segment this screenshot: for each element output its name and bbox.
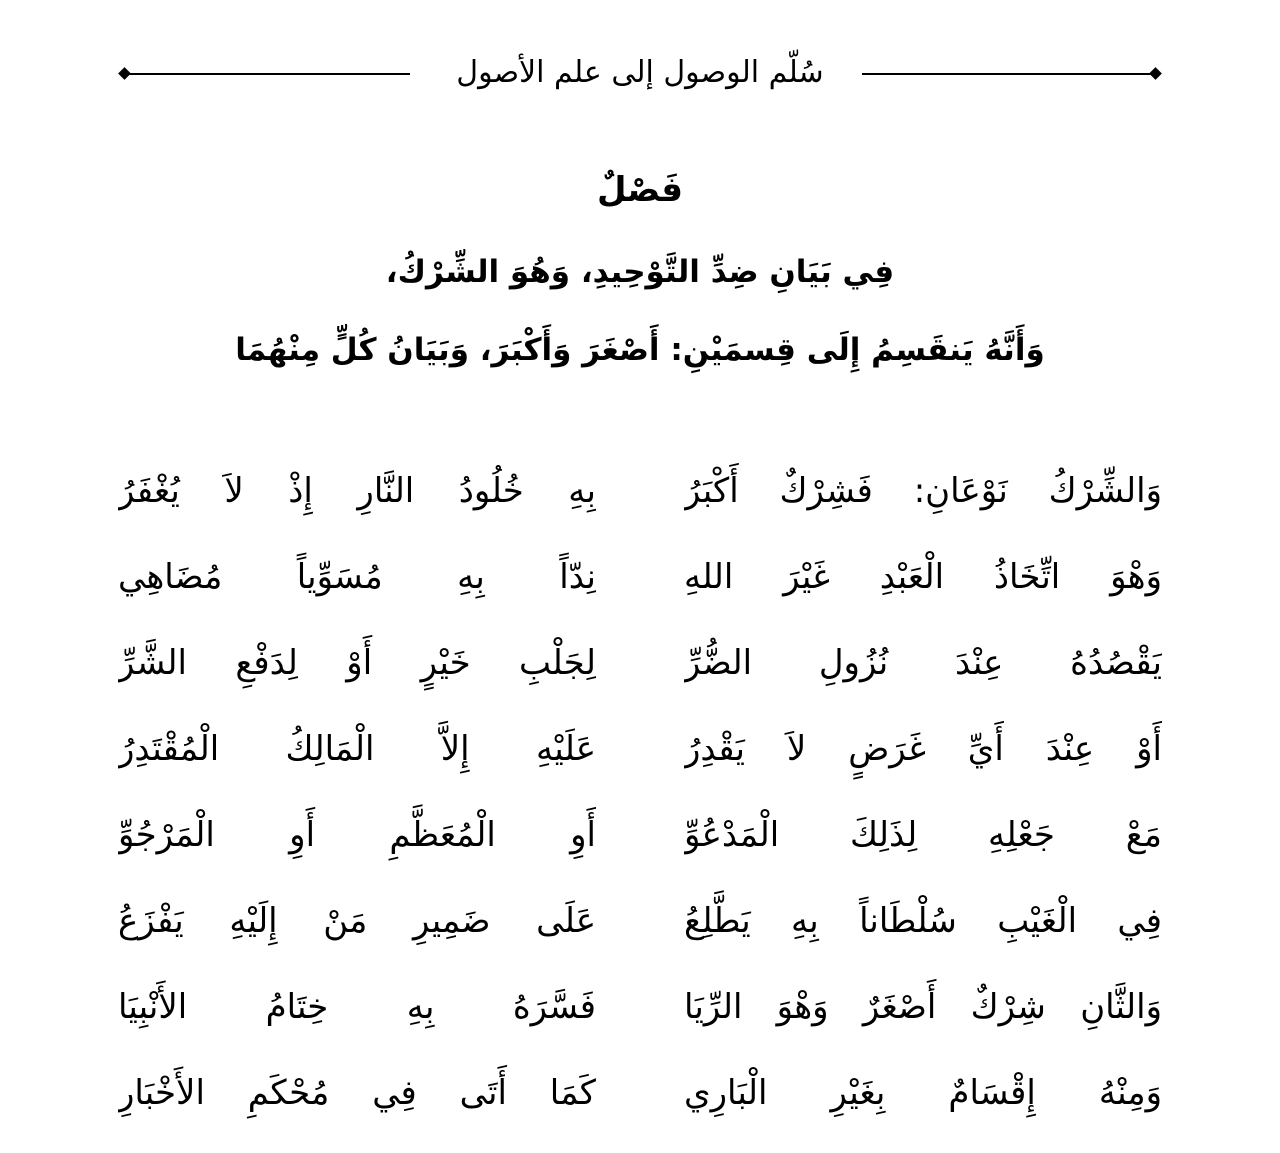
verse-7-second-hemistich: فَسَّرَهُ بِهِ خِتَامُ الأَنْبِيَا: [118, 987, 596, 1027]
verse-4-first-hemistich: أَوْ عِنْدَ أَيِّ غَرَضٍ لاَ يَقْدِرُ: [684, 729, 1162, 769]
verse-2-first-hemistich: وَهْوَ اتِّخَاذُ الْعَبْدِ غَيْرَ اللهِ: [684, 557, 1162, 597]
verse-2-second-hemistich: نِدّاً بِهِ مُسَوِّياً مُضَاهِي: [118, 557, 596, 597]
verse-5-first-hemistich: مَعْ جَعْلِهِ لِذَلِكَ الْمَدْعُوِّ: [684, 815, 1162, 855]
chapter-label: فَصْلٌ: [596, 170, 684, 210]
chapter-subtitle-line-1: فِي بَيَانِ ضِدِّ التَّوْحِيدِ، وَهُوَ الشِّرْكُ،: [385, 254, 895, 290]
verse-row-1: [118, 448, 1162, 534]
verse-8-second-hemistich: كَمَا أَتَى فِي مُحْكَمِ الأَخْبَارِ: [118, 1073, 596, 1113]
verse-7-first-hemistich: وَالثَّانِ شِرْكٌ أَصْغَرٌ وَهْوَ الرِّيَا: [684, 987, 1162, 1027]
verse-row-2: [118, 534, 1162, 620]
verse-6-second-hemistich: عَلَى ضَمِيرِ مَنْ إِلَيْهِ يَفْزَعُ: [118, 901, 596, 941]
verse-row-5: [118, 792, 1162, 878]
verse-row-8: [118, 1050, 1162, 1136]
verse-8-first-hemistich: وَمِنْهُ إِقْسَامٌ بِغَيْرِ الْبَارِي: [684, 1073, 1162, 1113]
verse-row-6: [118, 878, 1162, 964]
verse-1-first-hemistich: وَالشِّرْكُ نَوْعَانِ: فَشِرْكٌ أَكْبَرُ: [684, 471, 1162, 511]
verse-1-second-hemistich: بِهِ خُلُودُ النَّارِ إِذْ لاَ يُغْفَرُ: [118, 471, 596, 511]
verse-3-first-hemistich: يَقْصُدُهُ عِنْدَ نُزُولِ الضُّرِّ: [684, 643, 1162, 683]
verse-list: [118, 448, 1162, 1136]
running-header: [118, 46, 1162, 102]
verse-5-second-hemistich: أَوِ الْمُعَظَّمِ أَوِ الْمَرْجُوِّ: [118, 815, 596, 855]
header-diamond-right: [1149, 67, 1162, 80]
header-rule-left: [128, 73, 410, 75]
verse-3-second-hemistich: لِجَلْبِ خَيْرٍ أَوْ لِدَفْعِ الشَّرِّ: [118, 643, 596, 683]
verse-row-7: [118, 964, 1162, 1050]
header-rule-right: [862, 73, 1152, 75]
chapter-subtitle-line-2: وَأَنَّهُ يَنقَسِمُ إِلَى قِسمَيْنِ: أَصْغَرَ وَأَكْبَرَ، وَبَيَانُ كُلٍّ مِنْهُمَا: [235, 332, 1045, 368]
book-title: سُلّم الوصول إلى علم الأصول: [456, 55, 824, 90]
verse-row-3: [118, 620, 1162, 706]
verse-row-4: [118, 706, 1162, 792]
verse-4-second-hemistich: عَلَيْهِ إِلاَّ الْمَالِكُ الْمُقْتَدِرُ: [118, 729, 596, 769]
verse-6-first-hemistich: فِي الْغَيْبِ سُلْطَاناً بِهِ يَطَّلِعُ: [684, 901, 1162, 941]
